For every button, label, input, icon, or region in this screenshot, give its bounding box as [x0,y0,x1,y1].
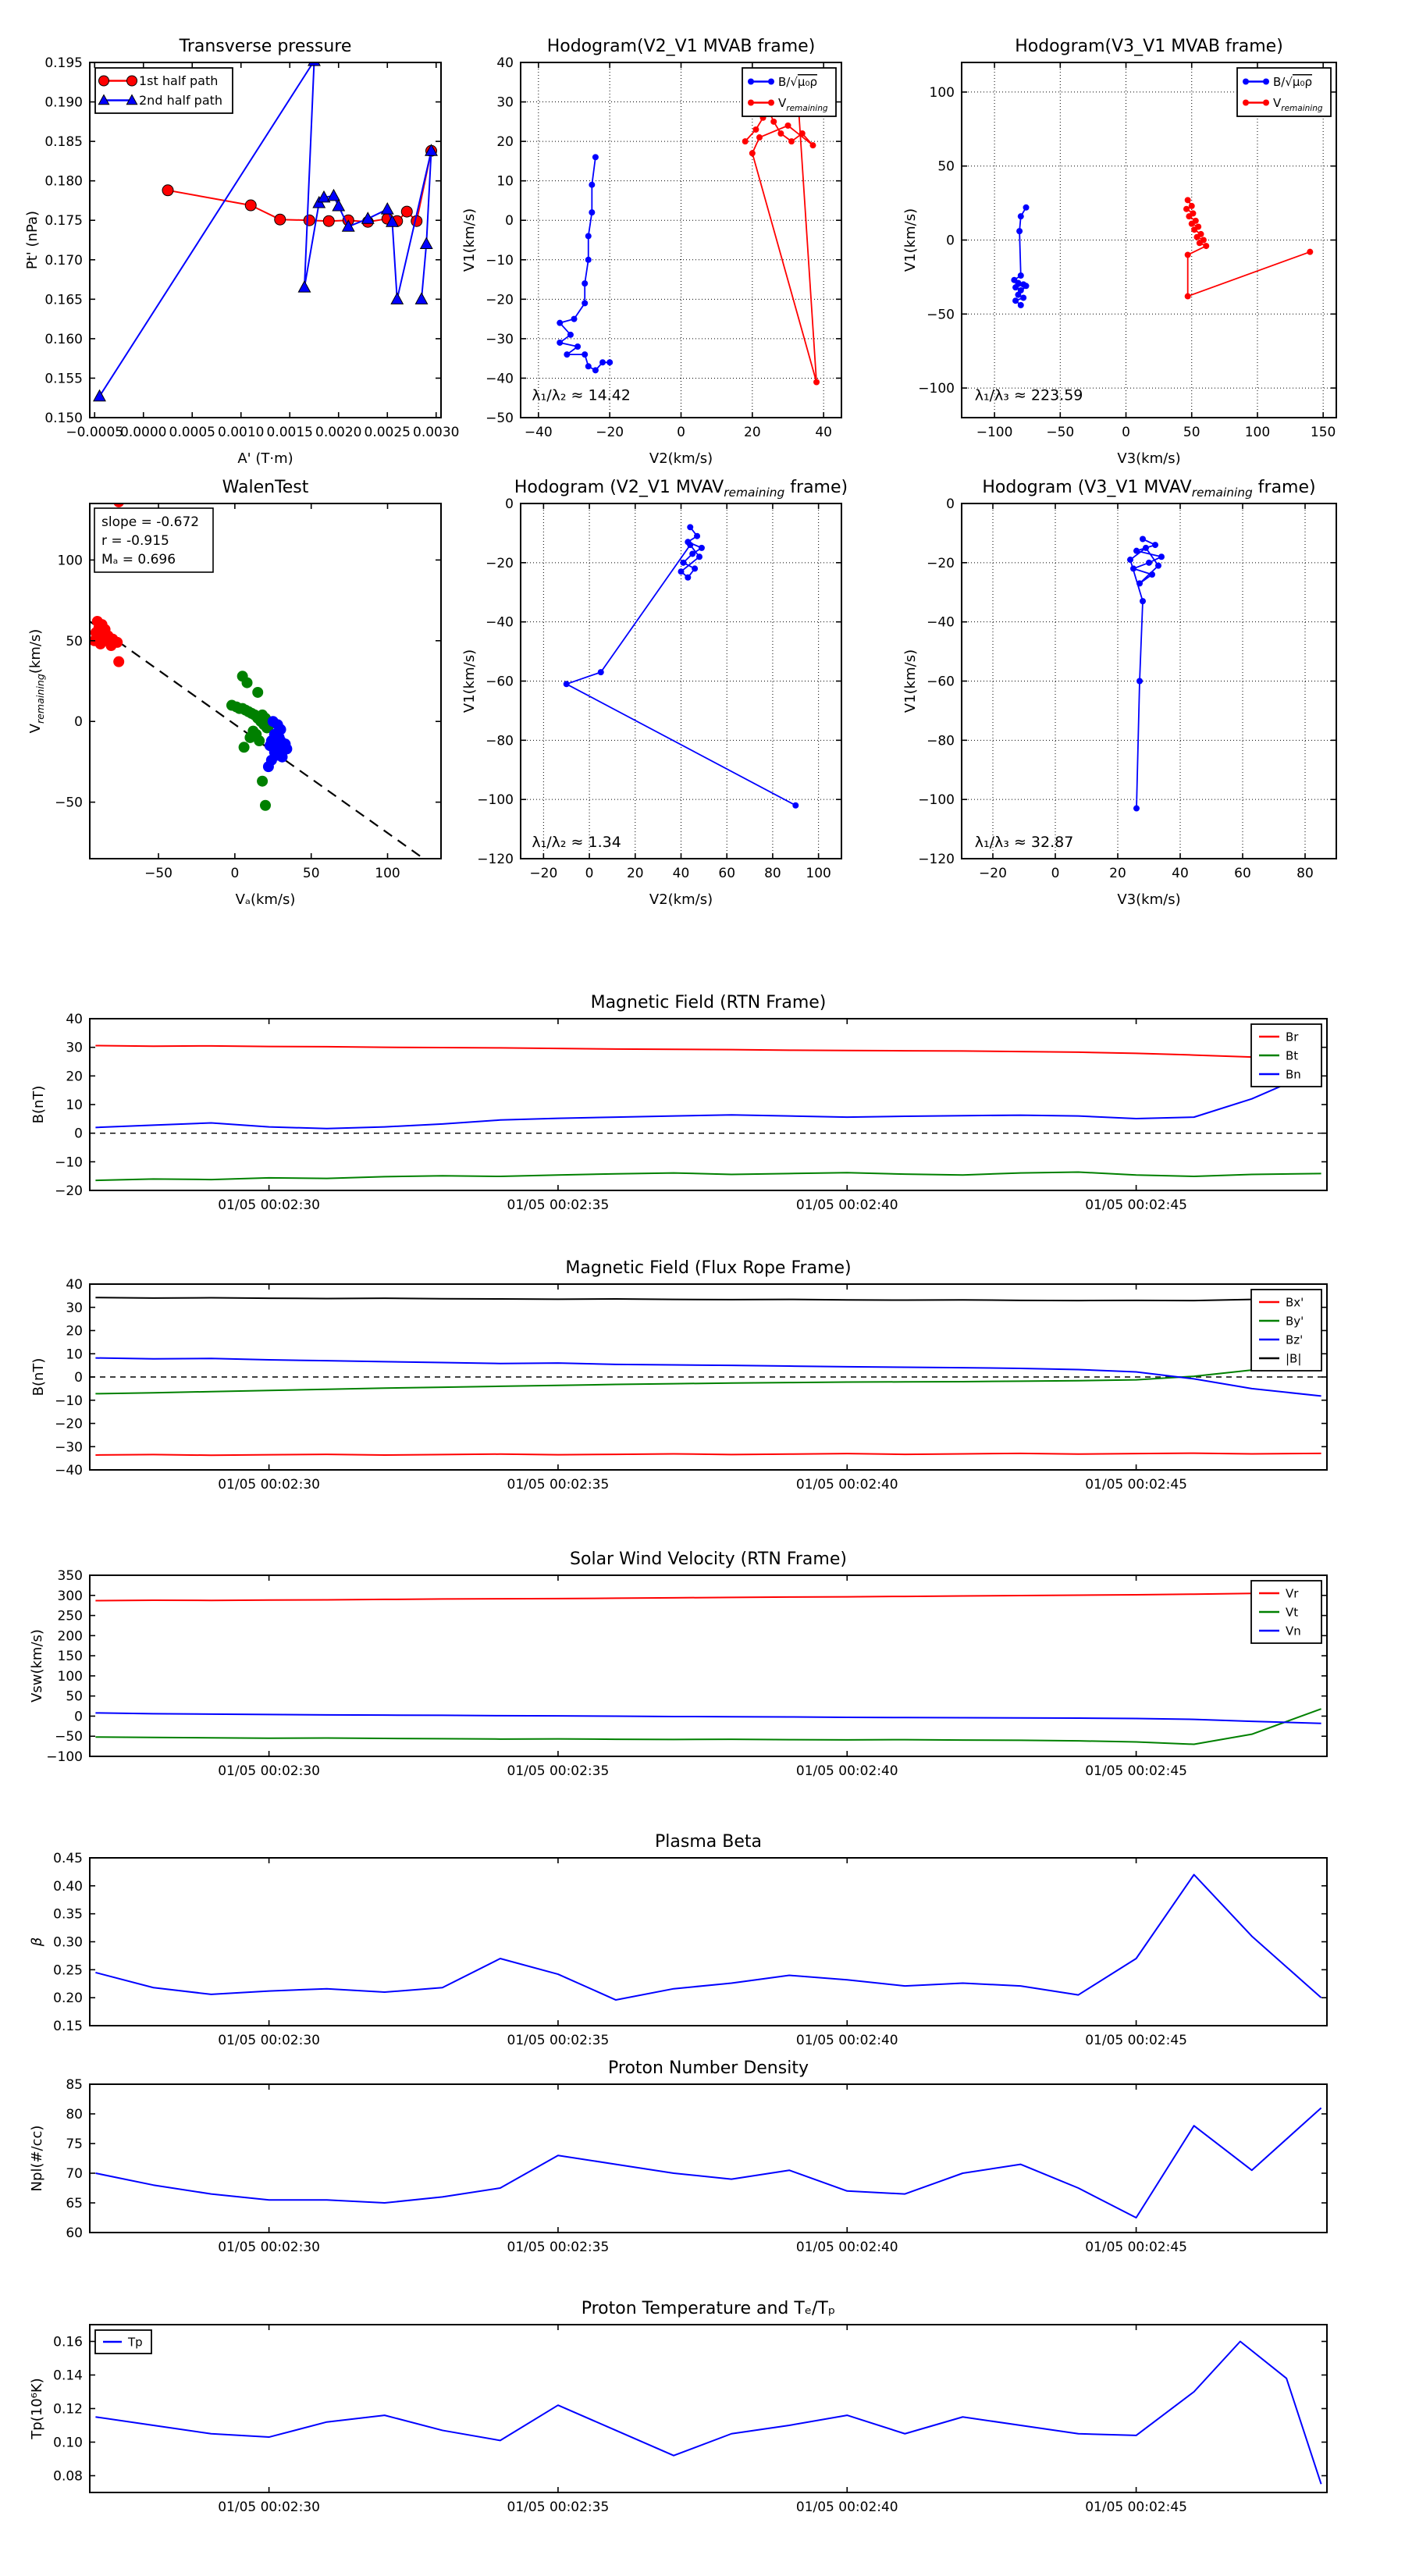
y-tick-label: −20 [55,1416,83,1432]
y-tick-label: 30 [496,94,514,111]
x-tick-label: 01/05 00:02:45 [1085,2500,1187,2515]
y-tick-label: 0 [505,213,514,229]
y-tick-label: 0 [946,496,955,512]
x-tick-label: 01/05 00:02:30 [218,2240,320,2255]
y-tick-label: 0.15 [53,2019,83,2034]
series-Bn [95,1069,1321,1129]
x-tick-label: 01/05 00:02:40 [795,1477,898,1493]
y-tick-label: −50 [486,411,514,426]
series-Br [95,1045,1321,1057]
y-tick-label: 0.155 [44,371,83,387]
y-tick-label: 0.150 [44,411,83,426]
plot-title: Hodogram (V2_V1 $MVAV_{remaining}$ frame) [514,478,848,500]
x-tick-label: −50 [1046,425,1075,440]
x-tick-label: 0 [1122,425,1130,440]
series-|B| [95,1297,1321,1300]
y-tick-label: 200 [57,1628,83,1645]
plot-title: Hodogram(V2_V1 MVAB frame) [546,37,816,56]
y-tick-label: 10 [496,173,514,190]
plot-title: Solar Wind Velocity (RTN Frame) [570,1550,847,1569]
plot-area [95,1592,1321,1744]
x-tick-label: 60 [718,866,736,881]
x-tick-label: 0 [1051,866,1060,881]
y-tick-label: −120 [477,852,514,867]
y-axis-label: V1(km/s) [461,649,478,713]
y-tick-label: −100 [46,1749,83,1765]
axis-ticks [90,1019,1327,1190]
y-axis-label: Tp(10⁶K) [29,2378,45,2439]
x-tick-label: 01/05 00:02:40 [795,2240,898,2255]
legend [742,68,836,116]
x-tick-label: 0.0025 [364,425,411,440]
x-tick-label: 01/05 00:02:35 [507,2240,610,2255]
x-tick-label: 80 [1297,866,1314,881]
y-axis-label: β [29,1937,45,1947]
x-axis-label: V3(km/s) [1117,450,1181,467]
x-tick-label: 0.0000 [120,425,167,440]
legend-label: Bz' [1286,1332,1304,1347]
annotation: λ₁/λ₃ ≈ 223.59 [974,386,1083,404]
y-tick-label: 250 [57,1608,83,1624]
y-tick-label: 60 [66,2226,83,2241]
y-axis-label: B(nT) [30,1357,47,1397]
y-tick-label: 20 [496,134,514,151]
series-V-remaining-hodogram [742,87,820,385]
y-tick-label: 30 [66,1300,83,1316]
y-tick-label: 0 [74,1709,83,1725]
x-tick-label: −40 [524,425,553,440]
x-tick-label: 01/05 00:02:35 [507,1197,610,1213]
x-tick-label: 01/05 00:02:30 [218,1197,320,1213]
y-tick-label: 0.195 [44,55,83,71]
x-tick-label: 50 [302,866,320,881]
y-tick-label: −50 [55,1729,83,1745]
x-tick-label: 01/05 00:02:45 [1085,1477,1187,1493]
y-tick-label: −100 [477,792,514,809]
y-tick-label: −100 [918,381,955,397]
y-tick-label: 300 [57,1588,83,1604]
y-tick-label: −20 [486,555,514,571]
x-tick-label: 50 [1183,425,1200,440]
x-tick-label: 40 [672,866,690,881]
x-tick-label: 01/05 00:02:45 [1085,2033,1187,2048]
plot-vsw-rtn [16,1544,1374,1799]
x-tick-label: 01/05 00:02:45 [1085,1763,1187,1779]
stats-box [94,508,213,572]
x-axis-label: V2(km/s) [649,450,713,467]
x-tick-label: 150 [1310,425,1336,440]
y-tick-label: 0 [946,233,955,249]
y-tick-label: −10 [486,252,514,269]
y-tick-label: 0.16 [53,2334,83,2350]
y-tick-label: −20 [486,292,514,308]
plot-hodogram-v3v1-mvab [887,27,1383,488]
plot-title: Proton Temperature and Tₑ/Tₚ [581,2299,836,2318]
plot-title: Proton Number Density [608,2058,809,2078]
svg-text:slope = -0.672: slope = -0.672 [101,514,200,530]
plot-area [1011,197,1313,308]
legend-label: Vn [1286,1624,1301,1638]
series-Vr [95,1592,1321,1600]
y-axis-label: B(nT) [30,1085,47,1124]
x-tick-label: 01/05 00:02:45 [1085,2240,1187,2255]
y-tick-label: −10 [55,1393,83,1409]
plot-area [557,87,820,385]
legend-label: $V_{remaining}$ [778,96,828,113]
series-Tp [95,2342,1321,2485]
axis-ticks [90,62,441,418]
plot-hodogram-v3v1-mvav [887,468,1383,929]
y-tick-label: 65 [66,2196,83,2211]
y-tick-label: 0.160 [44,331,83,347]
y-tick-label: −80 [486,733,514,749]
y-tick-label: 85 [66,2077,83,2093]
y-tick-label: −60 [486,674,514,690]
x-tick-label: 100 [375,866,400,881]
legend-label: Vt [1286,1605,1299,1620]
plot-area [90,1045,1327,1180]
x-tick-label: 20 [744,425,761,440]
x-tick-label: 0 [230,866,240,881]
y-tick-label: 0.40 [53,1878,83,1895]
legend-label: Br [1286,1030,1299,1044]
y-tick-label: 40 [496,55,514,71]
series-Vn [95,1713,1321,1723]
y-tick-label: 100 [57,553,83,569]
y-axis-label: V1(km/s) [902,208,919,272]
y-tick-label: 0.45 [53,1851,83,1866]
legend [1251,1290,1321,1371]
legend [1251,1024,1321,1087]
annotation: λ₁/λ₂ ≈ 1.34 [532,833,621,851]
y-tick-label: −40 [927,614,955,631]
x-axis-label: V3(km/s) [1117,891,1181,908]
y-tick-label: −10 [55,1155,83,1171]
series-B-hodogram [557,154,613,373]
plot-title: Hodogram (V3_V1 $MVAV_{remaining}$ frame) [982,478,1316,500]
y-tick-label: 0.30 [53,1934,83,1951]
series-V-remaining-hodogram [1183,197,1313,299]
y-tick-label: 20 [66,1323,83,1340]
legend [1237,68,1331,116]
x-axis-label: V2(km/s) [649,891,713,908]
legend-label: Bx' [1286,1295,1304,1310]
x-tick-label: −100 [976,425,1013,440]
x-tick-label: 0.0015 [266,425,313,440]
y-tick-label: 0.180 [44,173,83,190]
legend-label: B/√μ₀ρ [1273,75,1312,89]
legend-label: 1st half path [139,73,219,88]
plot-area [90,1297,1327,1455]
x-tick-label: 80 [764,866,781,881]
x-tick-label: −0.0005 [66,425,124,440]
plot-title: Magnetic Field (RTN Frame) [590,993,827,1012]
y-tick-label: 30 [66,1040,83,1056]
y-tick-label: −40 [55,1463,83,1478]
legend [95,2330,151,2354]
series-Npl [95,2108,1321,2218]
y-tick-label: 10 [66,1347,83,1363]
y-tick-label: −20 [55,1183,83,1199]
x-tick-label: 01/05 00:02:45 [1085,1197,1187,1213]
y-tick-label: 0.185 [44,134,83,151]
plot-area [95,2108,1321,2218]
x-tick-label: 20 [1109,866,1126,881]
y-tick-label: −40 [486,371,514,387]
y-axis-label: $V_{remaining}(km/s)$ [27,628,46,734]
y-tick-label: 100 [929,84,955,101]
y-tick-label: 150 [57,1649,83,1665]
plot-title: Magnetic Field (Flux Rope Frame) [565,1258,852,1278]
x-axis-label: Vₐ(km/s) [235,891,296,908]
y-tick-label: 0.35 [53,1906,83,1923]
y-tick-label: 0 [74,1370,83,1386]
legend-label: |B| [1286,1351,1302,1366]
x-tick-label: 01/05 00:02:35 [507,1763,610,1779]
annotation: λ₁/λ₂ ≈ 14.42 [532,386,631,404]
y-tick-label: −120 [918,852,955,867]
x-tick-label: 0 [677,425,685,440]
series-beta [95,1875,1321,2001]
x-tick-label: −20 [979,866,1007,881]
y-tick-label: 75 [66,2137,83,2152]
plot-area [1127,536,1165,812]
axis-ticks [90,1858,1327,2026]
legend-label: Tp [128,2335,143,2350]
y-tick-label: −100 [918,792,955,809]
plot-proton-density [16,2053,1374,2275]
legend-label: 2nd half path [139,93,223,108]
x-tick-label: 40 [1172,866,1189,881]
legend-label: Vr [1286,1586,1299,1601]
plot-title: Hodogram(V3_V1 MVAB frame) [1015,37,1283,56]
y-tick-label: 0.25 [53,1962,83,1979]
plot-plasma-beta [16,1827,1374,2069]
plot-transverse-pressure [16,27,464,488]
annotation: λ₁/λ₃ ≈ 32.87 [974,833,1074,851]
x-tick-label: 20 [626,866,644,881]
y-tick-label: 0.190 [44,94,83,111]
x-tick-label: 100 [806,866,831,881]
x-tick-label: −20 [596,425,624,440]
y-tick-label: 10 [66,1098,83,1113]
y-tick-label: 40 [66,1012,83,1027]
y-tick-label: 0 [74,1126,83,1142]
y-tick-label: −20 [927,555,955,571]
y-tick-label: 70 [66,2166,83,2182]
x-tick-label: 0 [585,866,594,881]
y-tick-label: 100 [57,1668,83,1685]
y-tick-label: −30 [55,1439,83,1456]
y-tick-label: 0.12 [53,2401,83,2418]
y-tick-label: 0 [74,714,83,731]
x-tick-label: 01/05 00:02:30 [218,2500,320,2515]
x-tick-label: 01/05 00:02:30 [218,2033,320,2048]
svg-text:r = -0.915: r = -0.915 [101,533,169,549]
x-tick-label: 01/05 00:02:30 [218,1763,320,1779]
y-axis-label: V1(km/s) [461,208,478,272]
legend-label: $V_{remaining}$ [1273,96,1323,113]
x-axis-label: A' (T·m) [237,450,293,467]
grid [962,503,1336,859]
x-tick-label: −20 [529,866,558,881]
y-tick-label: 350 [57,1568,83,1584]
plot-title: Transverse pressure [179,37,352,56]
y-tick-label: 40 [66,1277,83,1293]
x-tick-label: 100 [1244,425,1271,440]
series-1st half path [162,145,437,227]
x-tick-label: 01/05 00:02:35 [507,2033,610,2048]
y-tick-label: 0.10 [53,2435,83,2451]
axis-ticks [90,2325,1327,2492]
y-tick-label: 0 [505,496,514,512]
y-tick-label: 50 [66,633,83,649]
y-tick-label: 80 [66,2107,83,2122]
y-axis-label: Pt' (nPa) [24,210,41,270]
plot-walen-test [16,468,464,929]
y-tick-label: 0.20 [53,1991,83,2007]
x-tick-label: 01/05 00:02:35 [507,1477,610,1493]
x-tick-label: 40 [815,425,832,440]
y-tick-label: 0.08 [53,2468,83,2485]
x-tick-label: 01/05 00:02:40 [795,2033,898,2048]
y-tick-label: −80 [927,733,955,749]
x-tick-label: 01/05 00:02:30 [218,1477,320,1493]
y-tick-label: 50 [66,1688,83,1705]
y-tick-label: 0.14 [53,2368,83,2384]
legend-label: Bt [1286,1048,1299,1063]
x-tick-label: 0.0005 [169,425,215,440]
x-tick-label: 60 [1234,866,1251,881]
y-axis-label: V1(km/s) [902,649,919,713]
y-tick-label: −50 [927,307,955,323]
x-tick-label: −50 [144,866,173,881]
series-Bt [95,1172,1321,1181]
x-tick-label: 01/05 00:02:40 [795,2500,898,2515]
series-B-hodogram [1011,205,1029,308]
series-B-hodogram [1127,536,1165,812]
series-Bx' [95,1453,1321,1456]
y-tick-label: 0.165 [44,292,83,308]
legend [1251,1581,1321,1643]
y-tick-label: 0.170 [44,252,83,269]
y-tick-label: −40 [486,614,514,631]
y-tick-label: 0.175 [44,213,83,229]
y-tick-label: −60 [927,674,955,690]
x-tick-label: 01/05 00:02:35 [507,2500,610,2515]
y-tick-label: 50 [937,158,955,175]
legend-label: By' [1286,1314,1304,1329]
plot-title: WalenTest [222,478,309,497]
plot-title: Plasma Beta [655,1832,762,1852]
plot-mag-rtn [16,987,1374,1233]
x-tick-label: 01/05 00:02:40 [795,1763,898,1779]
plot-hodogram-v2v1-mvab [446,27,865,488]
x-tick-label: 0.0010 [218,425,265,440]
plot-area [95,2342,1321,2485]
y-tick-label: 20 [66,1069,83,1085]
y-tick-label: −30 [486,331,514,347]
plot-mag-fluxrope [16,1253,1374,1513]
y-axis-label: Npl(#/cc) [29,2125,45,2192]
axis-ticks [90,1575,1327,1756]
y-tick-label: −50 [55,795,83,811]
x-tick-label: 0.0030 [413,425,460,440]
x-tick-label: 01/05 00:02:40 [795,1197,898,1213]
legend-label: B/√μ₀ρ [778,75,817,89]
legend [95,68,233,113]
svg-text:Mₐ = 0.696: Mₐ = 0.696 [101,552,176,568]
series-By' [95,1364,1321,1394]
x-tick-label: 0.0020 [315,425,362,440]
plot-area [95,1875,1321,2001]
plot-proton-temp [16,2293,1374,2535]
y-axis-label: Vsw(km/s) [29,1629,45,1703]
legend-label: Bn [1286,1067,1301,1082]
plot-hodogram-v2v1-mvav [446,468,865,929]
